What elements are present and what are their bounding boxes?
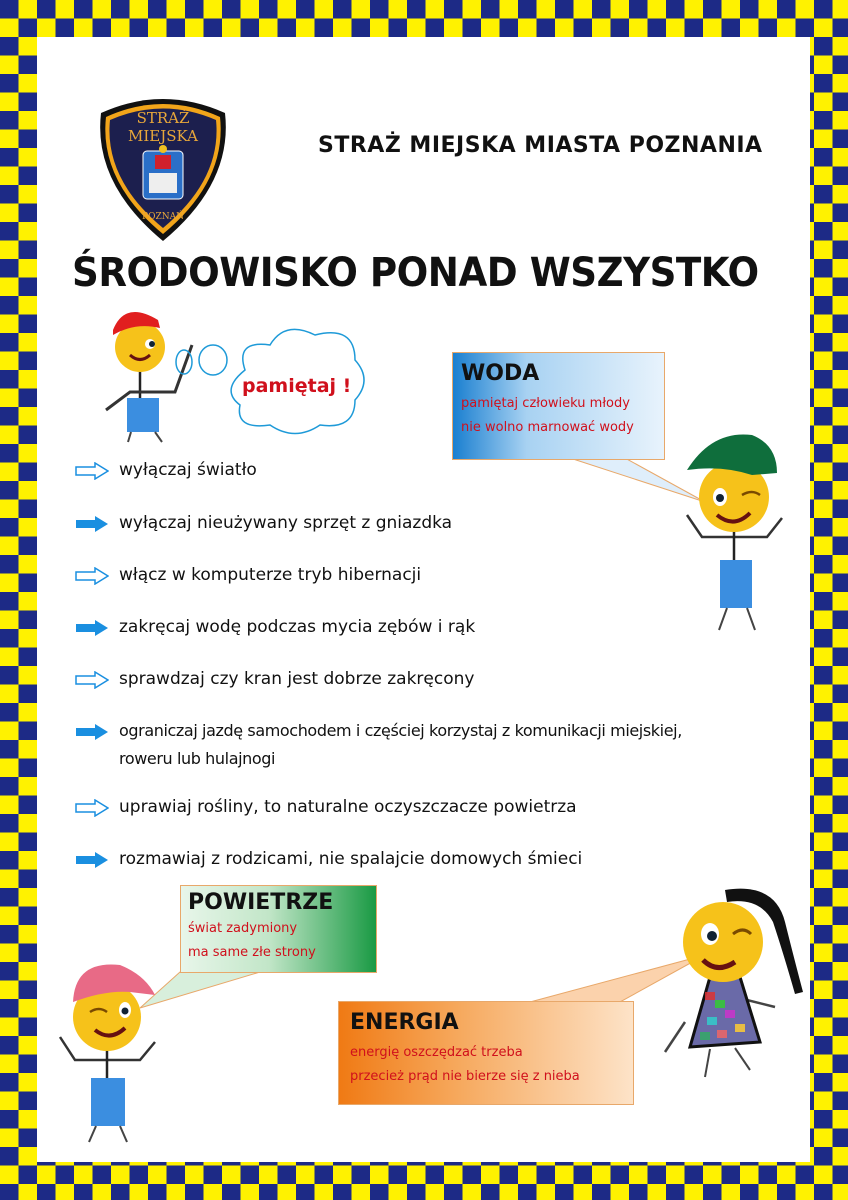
organization-name: STRAŻ MIEJSKA MIASTA POZNANIA [318,133,763,158]
powietrze-bubble [180,885,377,973]
thought-bubble-text: pamiętaj ! [242,375,352,397]
tip-text: wyłączaj nieużywany sprzęt z gniazdka [119,513,453,533]
tip-text: zakręcaj wodę podczas mycia zębów i rąk [119,617,476,637]
woda-line-2: nie wolno marnować wody [461,420,634,435]
logo-middle-text: MIEJSKA [128,127,198,145]
tip-text: uprawiaj rośliny, to naturalne oczyszczacze powietrza [119,797,577,817]
tip-text: sprawdzaj czy kran jest dobrze zakręcony [119,669,475,689]
energia-line-2: przecież prąd nie bierze się z nieba [350,1069,580,1084]
tip-text: wyłączaj światło [119,460,257,480]
filled-arrow-icon [75,723,109,741]
tip-item [75,617,475,641]
woda-heading: WODA [461,361,540,386]
tip-item [75,513,452,537]
tip-item [75,669,474,693]
logo-top-text: STRAŻ [136,109,190,127]
energia-heading: ENERGIA [350,1010,459,1035]
energia-line-1: energię oszczędzać trzeba [350,1045,523,1060]
tip-text-line-1: ograniczaj jazdę samochodem i częściej korzystaj z komunikacji miejskiej, [119,721,682,740]
blue-shorts-icon [91,1078,125,1126]
tip-text: włącz w komputerze tryb hibernacji [119,565,422,585]
tip-item [75,797,577,821]
tip-text-line-2: roweru lub hulajnogi [119,749,276,768]
powietrze-line-2: ma same złe strony [188,945,316,960]
powietrze-heading: POWIETRZE [188,890,334,915]
woda-line-1: pamiętaj człowieku młody [461,396,630,411]
smiley-face-icon [683,902,763,982]
green-cap-icon [687,434,777,475]
boy-green-cap-figure [682,425,797,635]
tip-text: rozmawiaj z rodzicami, nie spalajcie domowych śmieci [119,849,583,869]
outline-arrow-icon [75,799,109,817]
outline-arrow-icon [75,567,109,585]
boy-red-hat-figure [100,300,210,440]
energia-bubble [338,1001,634,1105]
tip-item [75,849,582,873]
powietrze-line-1: świat zadymiony [188,921,298,936]
outline-arrow-icon [75,462,109,480]
outline-arrow-icon [75,671,109,689]
tip-item [75,460,257,484]
filled-arrow-icon [75,619,109,637]
city-guard-badge-icon [93,93,233,243]
blue-shorts-icon [720,560,752,608]
tip-item [75,565,421,589]
blue-shorts-icon [127,398,159,432]
filled-arrow-icon [75,515,109,533]
girl-figure [655,882,805,1082]
boy-pink-cap-figure [55,950,170,1145]
filled-arrow-icon [75,851,109,869]
woda-bubble [452,352,665,460]
page-title: ŚRODOWISKO PONAD WSZYSTKO [72,250,759,296]
tip-item [75,721,682,773]
logo-bottom-text: POZNAŃ [142,212,184,222]
tip-text [119,717,682,773]
